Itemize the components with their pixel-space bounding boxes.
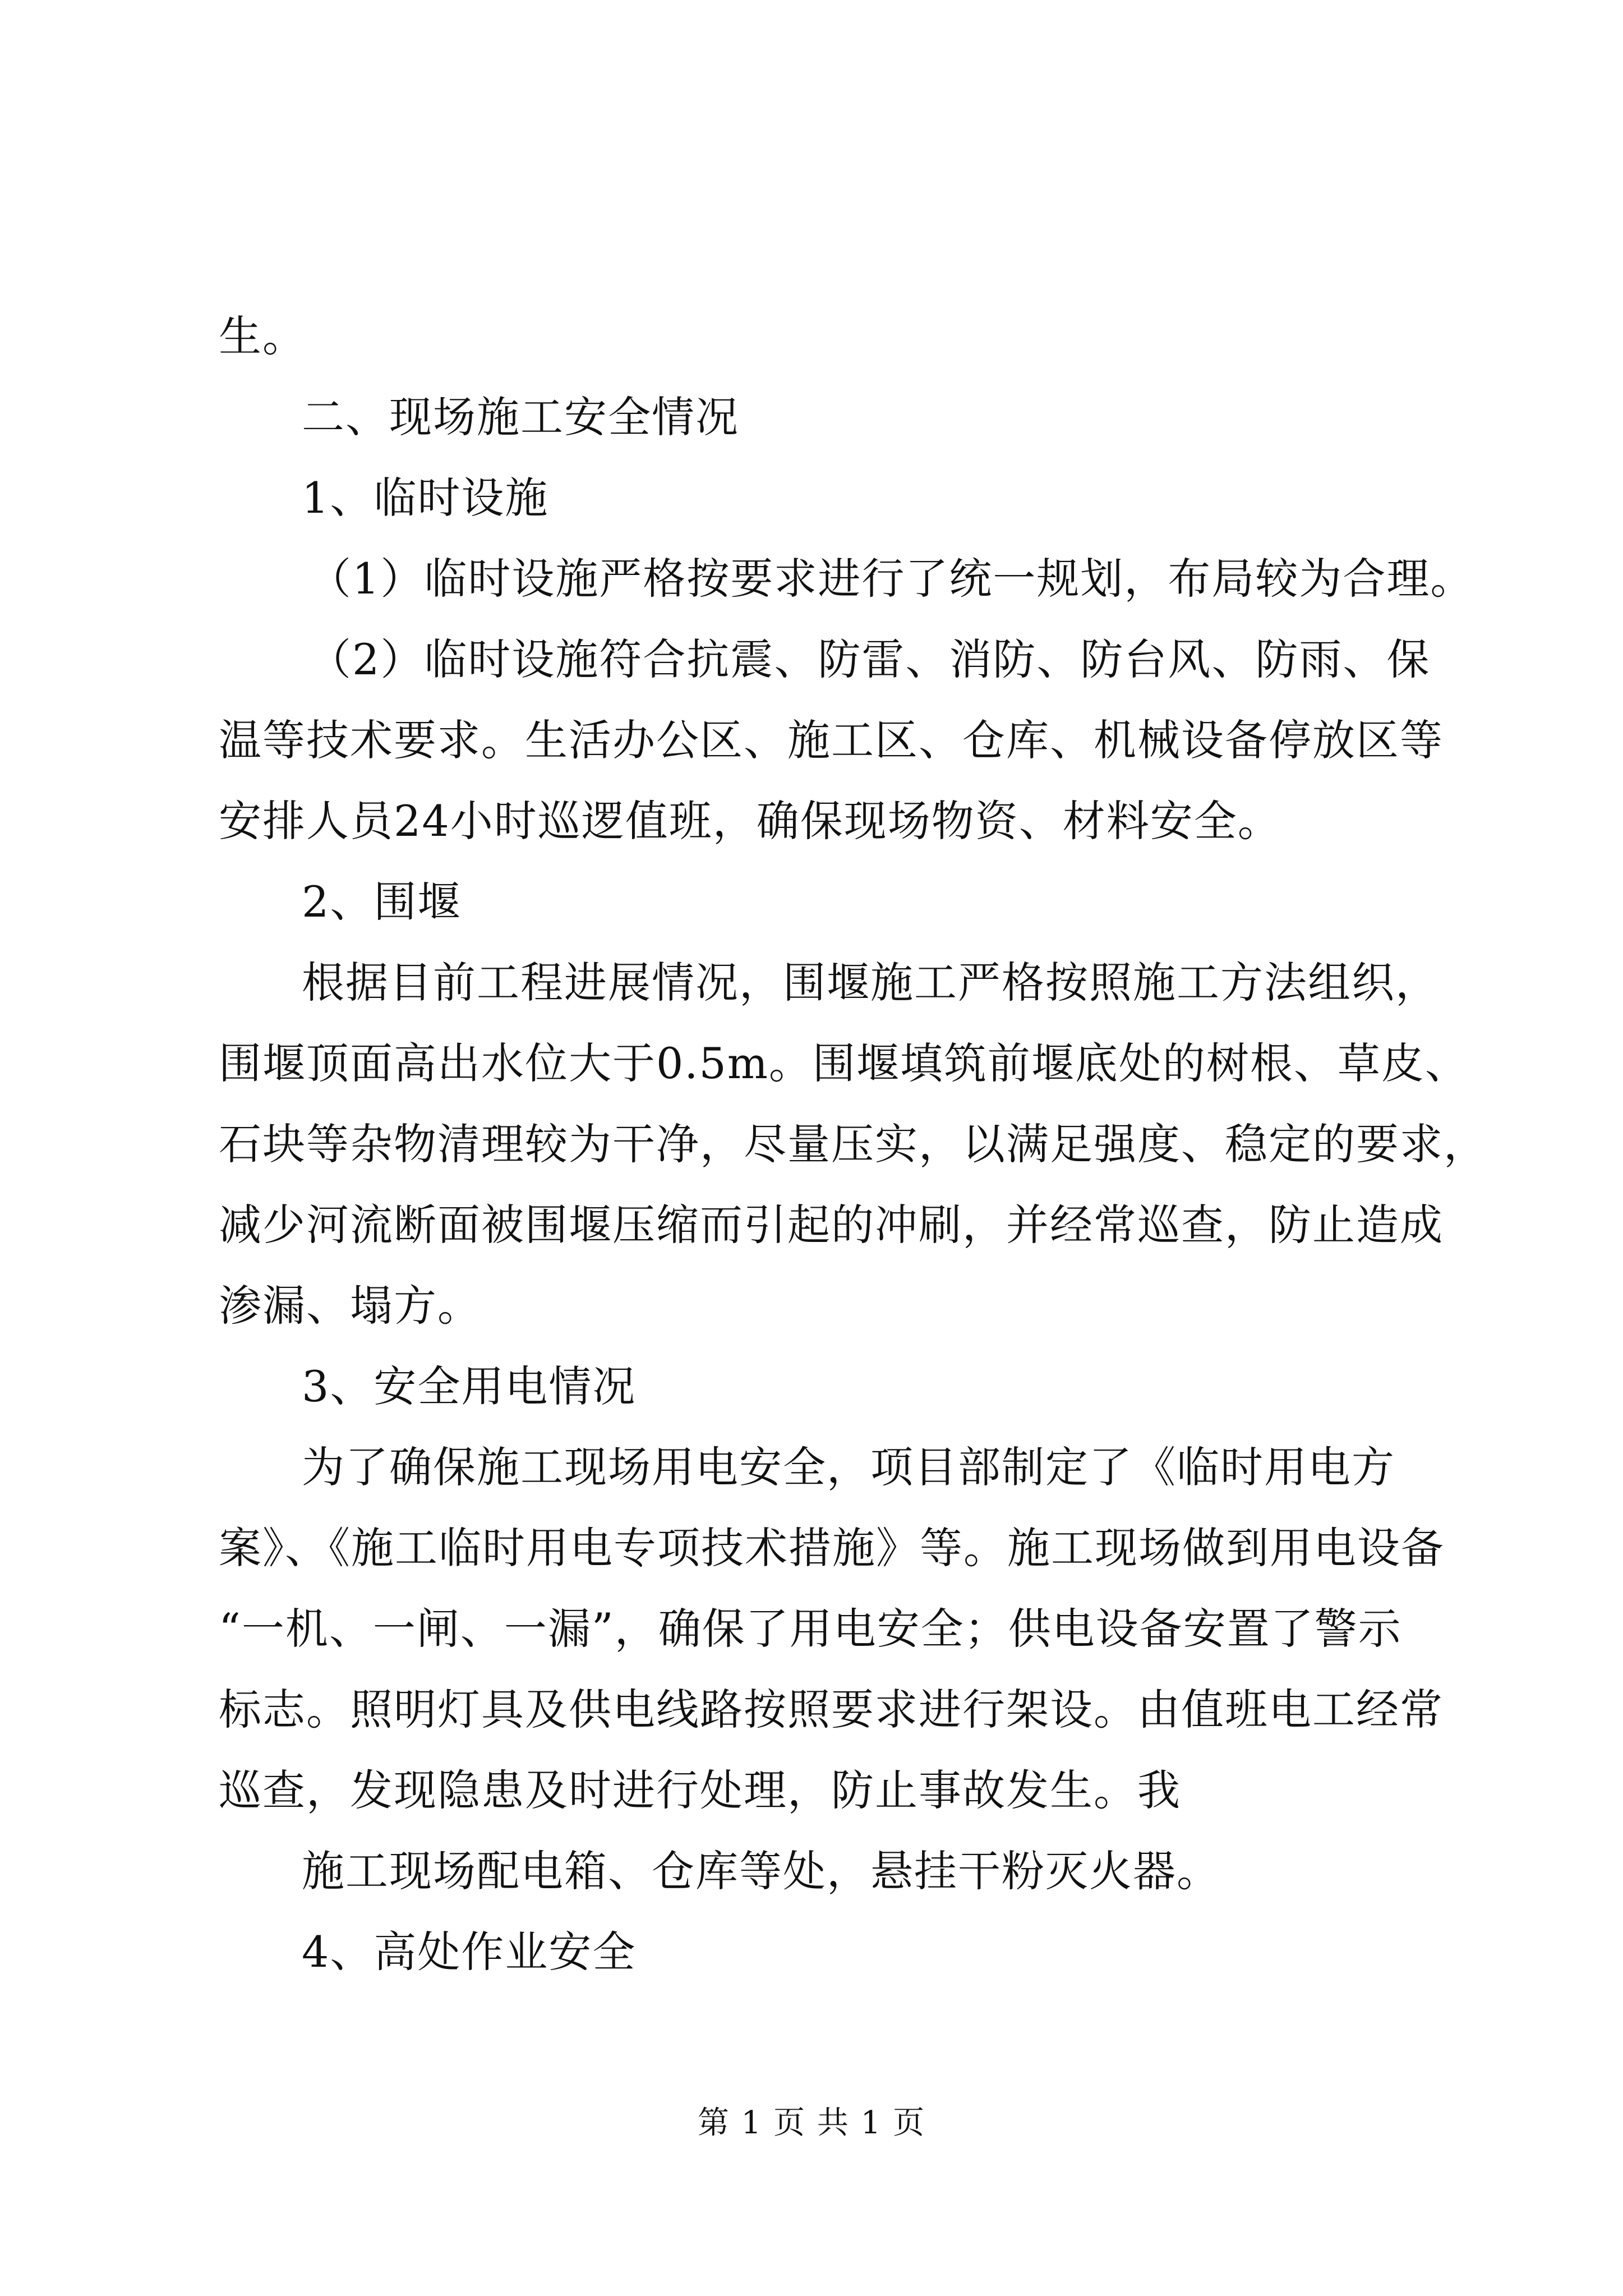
text-line: 围堰顶面高出水位大于0.5m。围堰填筑前堰底处的树根、草皮、	[219, 1038, 1469, 1088]
text-line: 安排人员24小时巡逻值班，确保现场物资、材料安全。	[219, 796, 1281, 846]
text-line: 渗漏、塌方。	[219, 1281, 481, 1331]
subsection-heading: 2、围堰	[302, 877, 462, 927]
subsection-heading: 4、高处作业安全	[302, 1927, 637, 1977]
text-line: 标志。照明灯具及供电线路按照要求进行架设。由值班电工经常	[219, 1685, 1444, 1734]
section-heading: 二、现场施工安全情况	[302, 392, 739, 442]
text-line: “一机、一闸、一漏”，确保了用电安全；供电设备安置了警示	[219, 1604, 1402, 1654]
page-number-footer: 第 1 页 共 1 页	[697, 2105, 926, 2141]
text-line: （2）临时设施符合抗震、防雷、消防、防台风、防雨、保	[308, 634, 1431, 684]
text-line: 根据目前工程进展情况，围堰施工严格按照施工方法组织，	[302, 958, 1439, 1007]
text-line: 案》、《施工临时用电专项技术措施》等。施工现场做到用电设备	[219, 1523, 1445, 1573]
subsection-heading: 1、临时设施	[302, 473, 549, 523]
text-line: 减少河流断面被围堰压缩而引起的冲刷，并经常巡查，防止造成	[219, 1200, 1444, 1250]
text-line: 为了确保施工现场用电安全，项目部制定了《临时用电方	[302, 1442, 1395, 1492]
text-line: （1）临时设施严格按要求进行了统一规划，布局较为合理。	[308, 554, 1474, 604]
text-line: 石块等杂物清理较为干净，尽量压实，以满足强度、稳定的要求，	[219, 1119, 1487, 1169]
text-line: 施工现场配电箱、仓库等处，悬挂干粉灭火器。	[302, 1846, 1220, 1896]
text-line: 温等技术要求。生活办公区、施工区、仓库、机械设备停放区等	[219, 715, 1444, 765]
text-line: 巡查，发现隐患及时进行处理，防止事故发生。我	[219, 1765, 1181, 1815]
text-line: 生。	[219, 311, 306, 361]
subsection-heading: 3、安全用电情况	[302, 1361, 637, 1411]
